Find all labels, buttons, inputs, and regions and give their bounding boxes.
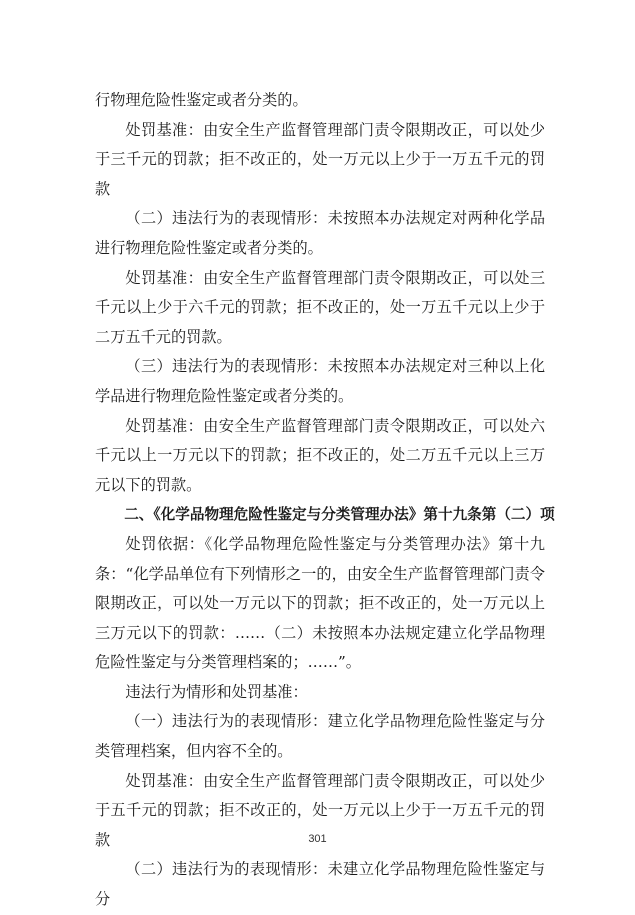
paragraph-8: 处罚依据：《化学品物理危险性鉴定与分类管理办法》第十九条：“化学品单位有下列情形之一的，由安全生产监督管理部门责令限期改正，可以处一万元以下的罚款；拒不改正的，处一万元以上三万元以下的罚款：……（二）未按照本办法规定建立化学品物理危险性鉴定与分类管理档案的；……”。 bbox=[95, 534, 545, 672]
paragraph-3: （二）违法行为的表现情形：未按照本办法规定对两种化学品进行物理危险性鉴定或者分类的。 bbox=[95, 209, 545, 257]
paragraph-4: 处罚基准：由安全生产监督管理部门责令限期改正，可以处三千元以上少于六千元的罚款；拒不改正的，处一万五千元以上少于二万五千元的罚款。 bbox=[95, 268, 545, 346]
paragraph-2: 处罚基准：由安全生产监督管理部门责令限期改正，可以处少于三千元的罚款；拒不改正的，处一万元以上少于一万五千元的罚款 bbox=[95, 120, 545, 198]
paragraph-6: 处罚基准：由安全生产监督管理部门责令限期改正，可以处六千元以上一万元以下的罚款；拒不改正的，处二万五千元以上三万元以下的罚款。 bbox=[95, 416, 545, 494]
paragraph-10: （一）违法行为的表现情形：建立化学品物理危险性鉴定与分类管理档案，但内容不全的。 bbox=[95, 712, 545, 761]
paragraph-1: 行物理危险性鉴定或者分类的。 bbox=[95, 91, 308, 109]
section-heading: 二、《化学品物理危险性鉴定与分类管理办法》第十九条第（二）项 bbox=[124, 506, 555, 524]
paragraph-9: 违法行为情形和处罚基准： bbox=[125, 682, 308, 701]
paragraph-11: 处罚基准：由安全生产监督管理部门责令限期改正，可以处少于五千元的罚款；拒不改正的，处一万元以上少于一万五千元的罚款 bbox=[95, 771, 545, 849]
page-number: 301 bbox=[308, 833, 327, 845]
paragraph-5: （三）违法行为的表现情形：未按照本办法规定对三种以上化学品进行物理危险性鉴定或者分类的。 bbox=[95, 357, 545, 405]
document-body bbox=[95, 86, 555, 915]
paragraph-12: （二）违法行为的表现情形：未建立化学品物理危险性鉴定与分 bbox=[95, 860, 545, 909]
